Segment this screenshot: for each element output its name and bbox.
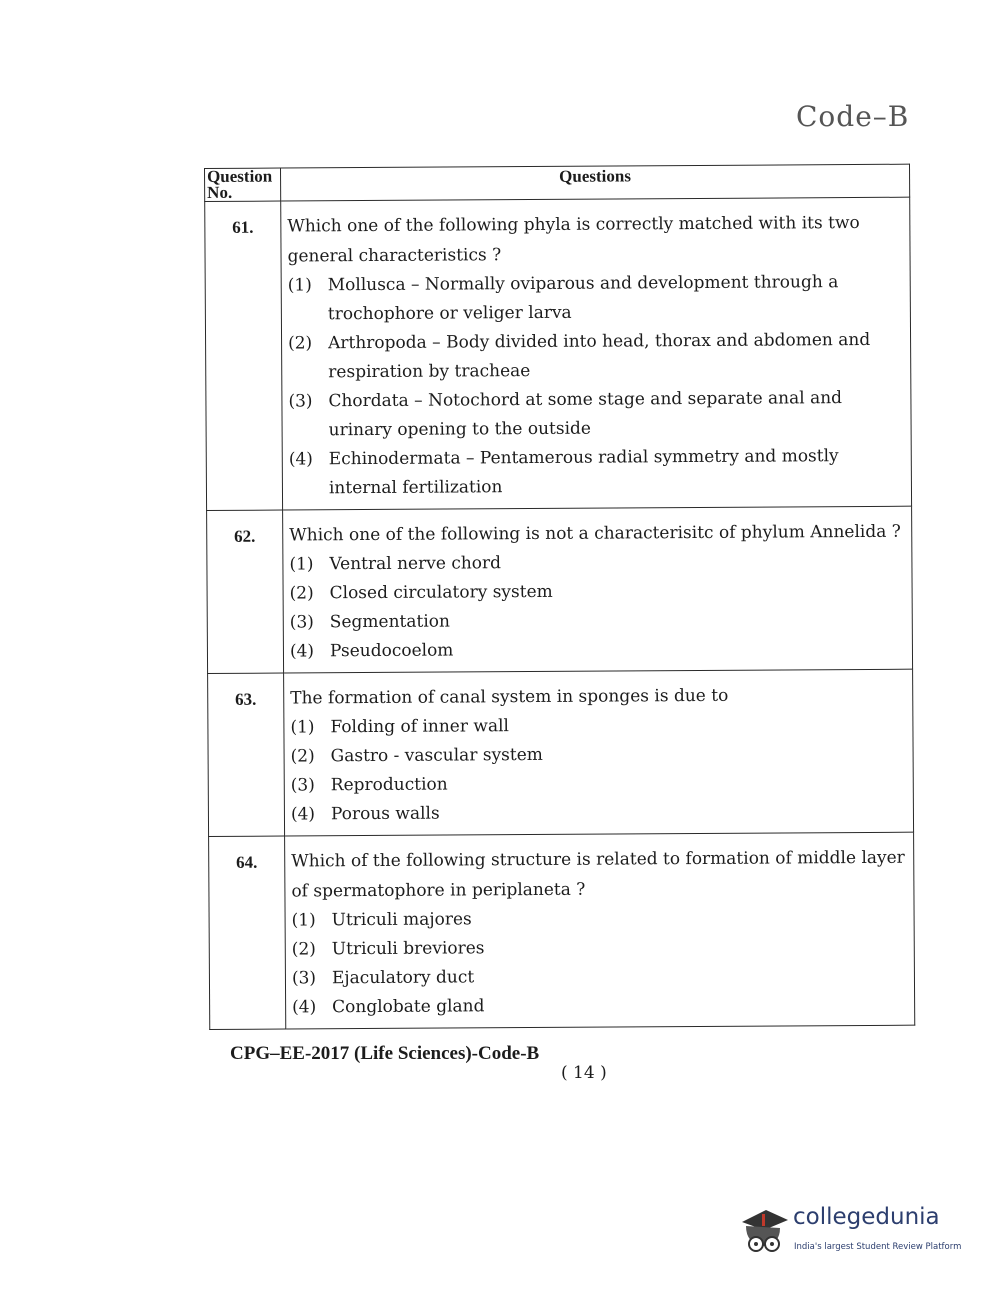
option bbox=[290, 710, 906, 743]
option-number: (2) bbox=[290, 746, 315, 767]
collegedunia-watermark bbox=[736, 1200, 966, 1260]
question-number: 64. bbox=[209, 836, 286, 1029]
option-text: Pseudocoelom bbox=[329, 640, 454, 662]
option bbox=[292, 961, 908, 994]
option bbox=[288, 268, 904, 330]
option-number: (4) bbox=[289, 641, 315, 662]
option bbox=[292, 990, 908, 1023]
option-number: (1) bbox=[291, 910, 316, 931]
question-row-63 bbox=[208, 669, 914, 836]
footer-paper-code: CPG–EE-2017 (Life Sciences)-Code-B bbox=[230, 1043, 540, 1064]
option-text: Chordata – Notochord at some stage and separate anal and urinary opening to the outside bbox=[328, 388, 843, 441]
option-number: (2) bbox=[288, 333, 313, 354]
option-text: Echinodermata – Pentamerous radial symmetry and mostly internal fertilization bbox=[328, 446, 839, 499]
option-text: Reproduction bbox=[330, 774, 448, 796]
paper-code-label: Code–B bbox=[796, 100, 910, 133]
option bbox=[290, 605, 906, 638]
option bbox=[289, 442, 905, 504]
questions-header: Questions bbox=[281, 164, 910, 201]
option-number: (3) bbox=[290, 775, 315, 796]
option bbox=[291, 797, 907, 830]
option-text: Porous walls bbox=[330, 803, 440, 825]
option bbox=[292, 932, 908, 965]
option bbox=[290, 576, 906, 609]
mascot-logo-icon bbox=[736, 1200, 792, 1258]
option-text: Ejaculatory duct bbox=[331, 967, 475, 989]
brand-tagline: India's largest Student Review Platform bbox=[794, 1242, 962, 1252]
option bbox=[291, 768, 907, 801]
question-row-61 bbox=[205, 197, 912, 510]
option bbox=[290, 634, 906, 667]
option bbox=[288, 384, 904, 446]
question-row-64 bbox=[209, 832, 915, 1029]
option-number: (3) bbox=[291, 968, 317, 989]
option-number: (4) bbox=[290, 804, 316, 825]
question-body bbox=[283, 506, 913, 673]
page-number: ( 14 ) bbox=[561, 1063, 607, 1083]
table-header-row bbox=[205, 164, 910, 201]
question-text: Which one of the following phyla is correctly matched with its two general characteristics ? bbox=[287, 212, 860, 267]
question-row-62 bbox=[207, 506, 913, 673]
option-number: (2) bbox=[291, 939, 316, 960]
option-text: Utriculi breviores bbox=[331, 938, 485, 960]
option bbox=[292, 903, 908, 936]
option-number: (1) bbox=[289, 554, 314, 575]
question-body bbox=[281, 197, 912, 510]
option bbox=[289, 547, 905, 580]
brand-name: collegedunia bbox=[793, 1204, 940, 1230]
option-text: Ventral nerve chord bbox=[329, 553, 502, 575]
question-number: 63. bbox=[208, 673, 285, 836]
option-text: Gastro - vascular system bbox=[330, 744, 543, 767]
option-text: Closed circulatory system bbox=[329, 581, 553, 604]
option-number: (4) bbox=[292, 997, 317, 1018]
question-number: 61. bbox=[205, 201, 283, 510]
option-number: (2) bbox=[289, 583, 314, 604]
option-text: Utriculi majores bbox=[331, 909, 472, 931]
questions-table bbox=[204, 164, 915, 1030]
option bbox=[288, 326, 904, 388]
option-number: (1) bbox=[290, 717, 315, 738]
option-number: (3) bbox=[288, 391, 313, 412]
option-number: (1) bbox=[287, 275, 312, 296]
option-text: Segmentation bbox=[329, 611, 450, 633]
option-text: Mollusca – Normally oviparous and development through a trochophore or veliger larva bbox=[327, 272, 839, 325]
option bbox=[291, 739, 907, 772]
question-number: 62. bbox=[207, 510, 284, 673]
question-text: The formation of canal system in sponges is due to bbox=[290, 685, 729, 709]
question-text: Which one of the following is not a characterisitc of phylum Annelida ? bbox=[289, 521, 901, 546]
option-text: Conglobate gland bbox=[332, 996, 485, 1018]
option-text: Folding of inner wall bbox=[330, 716, 509, 738]
question-number-header: Question No. bbox=[205, 168, 281, 201]
option-number: (4) bbox=[288, 449, 313, 470]
question-body bbox=[285, 832, 915, 1029]
option-number: (3) bbox=[289, 612, 314, 633]
option-text: Arthropoda – Body divided into head, thorax and abdomen and respiration by tracheae bbox=[328, 329, 871, 383]
question-body bbox=[284, 669, 914, 836]
question-text: Which of the following structure is related to formation of middle layer of spermatophore in periplaneta ? bbox=[291, 847, 905, 902]
